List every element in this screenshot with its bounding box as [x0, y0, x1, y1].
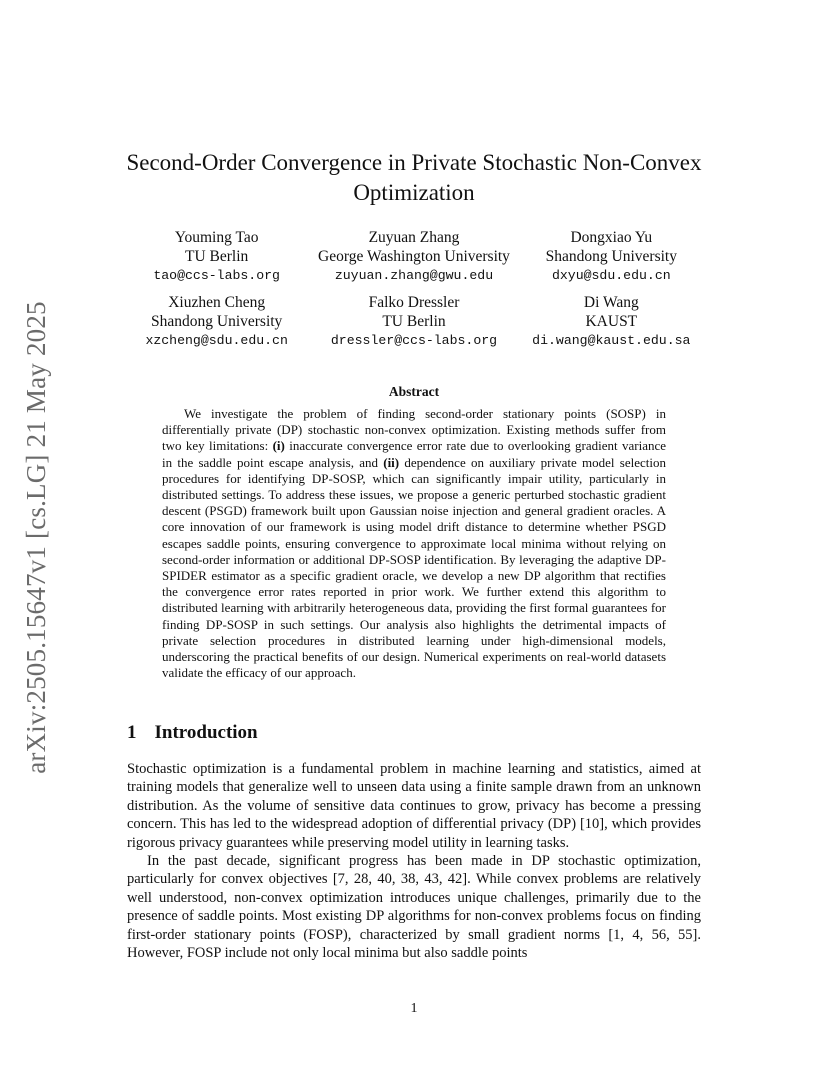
- body-paragraph: In the past decade, significant progress has been made in DP stochastic optimization, particularly for convex objectives [7, 28, 40, 38, 43, 42]. While convex problems are relatively well understood, non-convex optimization introduces unique challenges, primarily due to the presence of saddle points. Most existing DP algorithms for non-convex problems focus on finding first-order stationary points (FOSP), characterized by small gradient norms [1, 4, 56, 55]. However, FOSP include not only local minima but also saddle points: [127, 853, 701, 962]
- abstract-marker: (ii): [383, 454, 400, 470]
- section-heading: [127, 722, 258, 744]
- abstract-marker: (i): [272, 438, 285, 454]
- author-name: Falko Dressler: [368, 294, 460, 311]
- arxiv-watermark: [20, 298, 52, 776]
- author-affiliation: TU Berlin: [382, 313, 446, 330]
- author-affiliation: Shandong University: [545, 248, 677, 265]
- abstract-text: [162, 406, 666, 681]
- abstract-heading: Abstract: [388, 384, 440, 399]
- abstract-part: inaccurate convergence error rate due to overlooking gradient variance in the saddle point escape analysis, and: [162, 438, 666, 470]
- arxiv-id: arXiv:2505.15647v1 [cs.LG] 21 May 2025: [20, 300, 51, 774]
- author-email: zuyuan.zhang@gwu.edu: [334, 268, 494, 283]
- author-name: Di Wang: [583, 294, 639, 311]
- author-card: [513, 293, 710, 350]
- abstract-part: We investigate the problem of finding second-order stationary points (SOSP) in differentially private (DP) stochastic non-convex optimization. Existing methods suffer from two key limitations:: [162, 406, 666, 454]
- author-affiliation: George Washington University: [318, 248, 510, 265]
- abstract-part: dependence on auxiliary private model selection procedures for identifying DP-SOSP, which can significantly impair utility, particularly in distributed settings. To address these issues, we propose a generic perturbed stochastic gradient descent (PSGD) framework built upon Gaussian noise injection and general gradient oracles. A core innovation of our framework is using model drift distance to determine whether PSGD escapes saddle points, ensuring convergence to approximate local minima without relying on second-order information or additional DP-SOSP identification. By leveraging the adaptive DP-SPIDER estimator as a specific gradient oracle, we develop a new DP algorithm that rectifies the convergence error rates reported in prior work. We further extend this algorithm to distributed learning with arbitrarily heterogeneous data, providing the first formal guarantees for finding DP-SOSP in such settings. Our analysis also highlights the detrimental impacts of private selection procedures in distributed learning under high-dimensional models, underscoring the practical benefits of our design. Numerical experiments on real-world datasets validate the efficacy of our approach.: [162, 454, 666, 681]
- author-card: [315, 293, 512, 350]
- author-email: tao@ccs-labs.org: [153, 268, 280, 283]
- author-name: Youming Tao: [174, 229, 259, 246]
- page-number: 1: [410, 1001, 418, 1016]
- author-row: [118, 293, 710, 350]
- author-card: [513, 228, 710, 285]
- author-name: Xiuzhen Cheng: [168, 294, 266, 311]
- paper-title: Second-Order Convergence in Private Stochastic Non-Convex Optimization: [126, 150, 702, 205]
- author-email: di.wang@kaust.edu.sa: [532, 333, 691, 348]
- author-email: dxyu@sdu.edu.cn: [551, 268, 671, 283]
- body-paragraph: Stochastic optimization is a fundamental problem in machine learning and statistics, aimed at training models that generalize well to unseen data using a finite sample drawn from an unknown distribution. As the volume of sensitive data continues to grow, privacy has become a pressing concern. This has led to the widespread adoption of differential privacy (DP) [10], which provides rigorous privacy guarantees while preserving model utility in learning tasks.: [127, 761, 701, 851]
- author-affiliation: KAUST: [585, 313, 638, 330]
- author-email: dressler@ccs-labs.org: [330, 333, 498, 348]
- author-name: Dongxiao Yu: [570, 229, 653, 246]
- author-name: Zuyuan Zhang: [368, 229, 460, 246]
- author-card: [118, 293, 315, 350]
- author-affiliation: Shandong University: [151, 313, 283, 330]
- author-email: xzcheng@sdu.edu.cn: [145, 333, 288, 348]
- author-card: [315, 228, 512, 285]
- author-block: [118, 228, 710, 358]
- author-card: [118, 228, 315, 285]
- section-title: Introduction: [154, 722, 258, 743]
- section-body: [127, 760, 701, 962]
- author-row: [118, 228, 710, 285]
- section-number: 1: [127, 722, 137, 743]
- author-affiliation: TU Berlin: [185, 248, 249, 265]
